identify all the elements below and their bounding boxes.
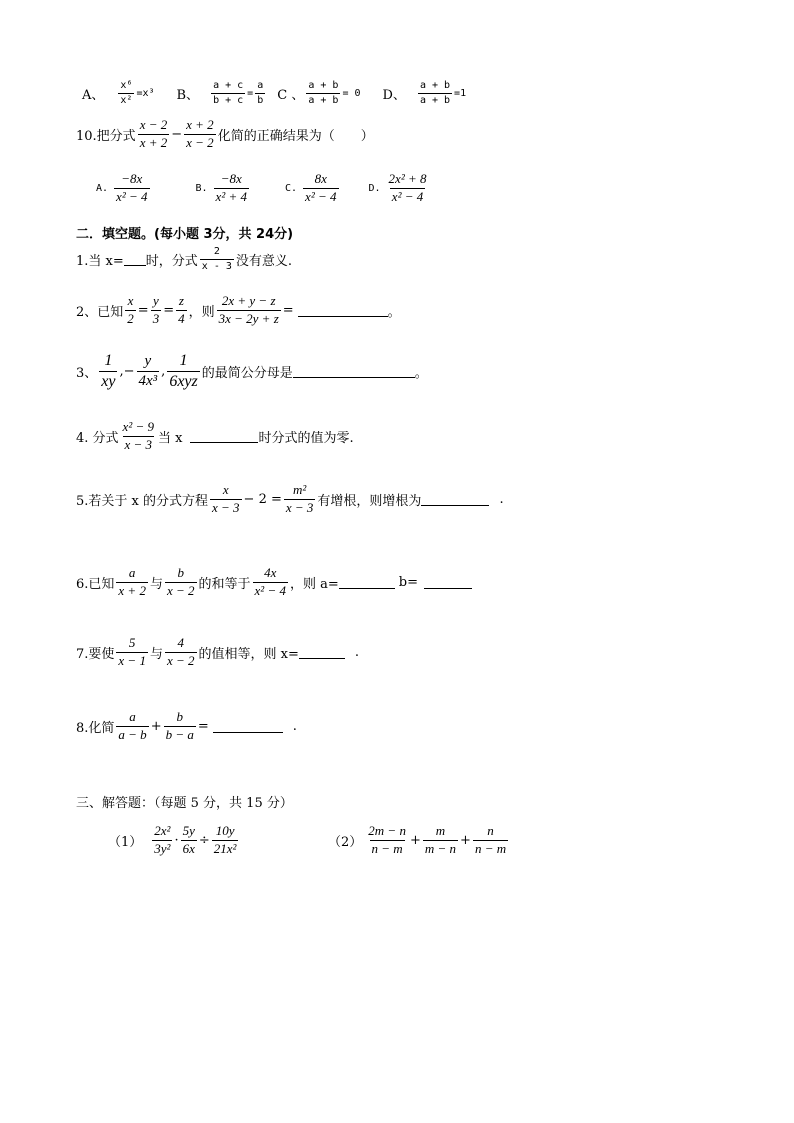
fill-q6-b-label: b= [398, 574, 418, 590]
solve-p1-b-num: 5y [182, 823, 195, 838]
solve-p2-b-num: m [435, 823, 446, 838]
fill-q6-b-blank[interactable] [424, 576, 472, 589]
q9-d-label: D、 [382, 87, 406, 103]
fill-q2-num: 2x + y − z [221, 293, 276, 308]
fill-q5-b-den: x − 3 [285, 499, 314, 515]
fill-q1 [76, 246, 292, 272]
fill-q8-b-frac [164, 710, 196, 743]
q9-a-label: A、 [82, 87, 105, 103]
q9-b-num: a + c [213, 80, 244, 91]
solve-p1-b-frac [181, 824, 197, 857]
solve-p2-plus2: + [460, 832, 471, 848]
q10-suffix: 化简的正确结果为（ ） [217, 128, 374, 144]
section-3-title: 三、解答题：（每题 5 分，共 15 分） [76, 796, 293, 811]
fill-q2-c-num: z [178, 293, 184, 308]
solve-p2-b-den: m − n [424, 840, 457, 856]
q9-a-num: x⁶ [120, 80, 133, 91]
solve-p2-plus1: + [409, 832, 421, 848]
q9-options [82, 80, 466, 106]
fill-q5-end: . [499, 491, 504, 507]
section-2-title: 二．填空题。(每小题 3分，共 24分) [76, 227, 294, 242]
fill-q2-z-frac [176, 294, 187, 327]
fill-q7-and: 与 [149, 646, 163, 662]
fill-q8-a-frac [116, 710, 148, 743]
q10-a-label: A. [96, 182, 109, 194]
q10-f2-den: x − 2 [186, 134, 214, 150]
fill-q6-a-blank[interactable] [339, 576, 395, 589]
fill-q7-pre: 7.要使 [76, 646, 115, 662]
fill-q2-a-num: x [127, 293, 134, 308]
fill-q2-blank[interactable] [298, 304, 388, 317]
q10-options [96, 172, 431, 205]
fill-q6-c-den: x² − 4 [254, 582, 286, 598]
solve-p1-c-num: 10y [215, 823, 235, 838]
fill-q7-end: . [354, 644, 360, 660]
fill-q7-b-den: x − 2 [166, 652, 195, 668]
fill-q2-main-frac [217, 294, 281, 327]
fill-q5-a-frac [210, 483, 242, 516]
q10-f2-num: x + 2 [186, 117, 214, 132]
q10-minus: − [171, 126, 183, 142]
fill-q2-b-num: y [153, 293, 159, 308]
solve-p1-c-den: 21x² [213, 840, 237, 856]
fill-q8-plus: + [150, 718, 162, 734]
fill-q4-pre: 4. 分式 [76, 430, 119, 446]
fill-q4-num: x² − 9 [122, 419, 154, 434]
q9-b-label: B、 [176, 87, 200, 103]
fill-q8-a-num: a [129, 709, 136, 724]
fill-q1-den: x - 3 [201, 260, 232, 272]
fill-q6-a-num: a [128, 565, 136, 580]
fill-q5-blank[interactable] [421, 493, 489, 506]
q10-c-num: 8x [314, 171, 327, 186]
fill-q3-end: 。 [414, 366, 428, 382]
q10-d-label: D. [368, 182, 381, 194]
fill-q7-a-frac [116, 636, 148, 669]
solve-p1 [108, 824, 240, 857]
fill-q3-b-frac [137, 353, 160, 391]
solve-p1-a-den: 3y² [154, 840, 171, 856]
q9-a-fraction [118, 80, 134, 106]
fill-q4-frac [121, 420, 156, 453]
fill-q7-b-frac [165, 636, 197, 669]
fill-q3-c-den: 6xyz [169, 373, 198, 391]
fill-q6-a-den: x + 2 [118, 582, 146, 598]
fill-q8 [76, 710, 297, 743]
fill-q3-a-frac [99, 352, 117, 392]
q9-d-rhs: =1 [454, 87, 467, 99]
fill-q2-y-frac [151, 294, 162, 327]
solve-p2-a-frac [366, 824, 408, 857]
solve-p2 [328, 824, 510, 857]
q9-d-num: a + b [419, 80, 451, 91]
q10-prefix: 10.把分式 [76, 128, 136, 144]
fill-q5-post: 有增根，则增根为 [317, 493, 422, 509]
fill-q2-b-den: 3 [152, 310, 160, 326]
q10-f1-den: x + 2 [139, 134, 168, 150]
fill-q5-b-num: m² [293, 482, 307, 497]
q9-b-eq: = [247, 87, 254, 99]
q9-b-rhs-den: b [257, 94, 264, 106]
q10-a-num: −8x [121, 171, 143, 186]
q10-d-num: 2x² + 8 [388, 171, 427, 186]
fill-q6-b-frac [165, 566, 197, 599]
q9-b-den: b + c [213, 94, 244, 106]
fill-q6 [76, 566, 472, 599]
fill-q1-pre: 1.当 x= [76, 253, 124, 269]
q9-c-rhs: = 0 [342, 87, 361, 99]
fill-q3-c-frac [167, 352, 199, 392]
fill-q2-post: 。 [387, 304, 401, 320]
q10-fraction-1 [138, 118, 170, 151]
q10-d-den: x² − 4 [391, 188, 424, 204]
q10-c-fraction [303, 172, 338, 205]
q10-d-fraction [387, 172, 429, 205]
fill-q4-mid: 当 x [158, 430, 183, 446]
q10-stem [76, 118, 374, 151]
solve-p1-div: ÷ [198, 832, 210, 848]
fill-q2-eq2: = [163, 302, 175, 318]
solve-p2-c-num: n [487, 823, 494, 838]
fill-q3-a-den: xy [101, 373, 116, 391]
solve-p2-label: （2） [328, 834, 363, 850]
fill-q3-sep2: , [161, 364, 166, 380]
q9-c-num: a + b [308, 80, 339, 91]
fill-q8-eq: = [197, 718, 209, 734]
fill-q7 [76, 636, 359, 669]
fill-q6-a-frac [116, 566, 148, 599]
fill-q3-post: 的最简公分母是 [201, 366, 293, 382]
fill-q4-post: 时分式的值为零. [258, 430, 354, 446]
fill-q2-eq1: = [137, 302, 149, 318]
q10-b-fraction [214, 172, 249, 205]
solve-p2-b-frac [423, 824, 458, 857]
fill-q6-c-frac [253, 566, 288, 599]
fill-q7-post: 的值相等，则 x= [198, 646, 299, 662]
solve-p1-label: （1） [108, 834, 143, 850]
fill-q6-c-num: 4x [264, 565, 277, 580]
fill-q3-b-num: y [144, 353, 152, 370]
fill-q1-mid: 时，分式 [145, 253, 198, 269]
fill-q3-b-den: 4x³ [138, 373, 158, 390]
solve-p1-a-num: 2x² [154, 823, 171, 838]
fill-q2-a-den: 2 [127, 310, 134, 326]
fill-q6-and: 与 [149, 576, 163, 592]
fill-q6-pre: 6.已知 [76, 576, 115, 592]
fill-q7-blank[interactable] [299, 646, 345, 659]
fill-q5-pre: 5.若关于 x 的分式方程 [76, 493, 208, 509]
solve-p2-a-num: 2m − n [368, 823, 406, 838]
fill-q4-den: x − 3 [124, 436, 153, 452]
fill-q6-then: ，则 a= [289, 576, 339, 592]
q9-a-den: x² [120, 94, 133, 106]
q9-b-rhs-num: a [257, 80, 264, 91]
q10-b-num: −8x [220, 171, 242, 186]
fill-q5 [76, 483, 504, 516]
q10-c-den: x² − 4 [305, 188, 337, 204]
q9-d-den: a + b [419, 94, 451, 106]
fill-q3-a-num: 1 [104, 352, 113, 369]
fill-q6-b-num: b [177, 565, 184, 580]
fill-q3-sep1: ,− [119, 364, 135, 380]
fill-q6-b-den: x − 2 [166, 582, 195, 598]
q10-b-label: B. [195, 182, 208, 194]
q9-a-rhs: =x³ [136, 87, 155, 99]
q9-c-fraction [306, 80, 340, 106]
fill-q8-b-num: b [176, 709, 183, 724]
fill-q5-a-num: x [222, 482, 229, 497]
solve-p2-c-den: n − m [474, 840, 507, 856]
solve-p1-dot: · [174, 832, 179, 848]
fill-q1-blank[interactable] [124, 253, 146, 266]
fill-q8-blank[interactable] [213, 720, 283, 733]
fill-q1-post: 没有意义. [235, 253, 293, 269]
fill-q5-minus2: − 2 = [243, 491, 282, 507]
fill-q2-den: 3x − 2y + z [218, 310, 279, 326]
q9-b-fraction [211, 80, 245, 106]
fill-q2-c-den: 4 [178, 310, 185, 326]
q9-d-fraction [418, 80, 452, 106]
q10-a-den: x² − 4 [116, 188, 148, 204]
q10-b-den: x² + 4 [215, 188, 247, 204]
fill-q3-blank[interactable] [293, 365, 415, 378]
fill-q8-pre: 8.化简 [76, 720, 115, 736]
fill-q7-b-num: 4 [177, 635, 184, 650]
fill-q7-a-den: x − 1 [118, 652, 146, 668]
solve-p1-c-frac [212, 824, 239, 857]
solve-p1-b-den: 6x [182, 840, 195, 856]
fill-q3-pre: 3、 [76, 366, 98, 382]
fill-q8-b-den: b − a [165, 726, 194, 742]
fill-q2-pre: 2、已知 [76, 304, 124, 320]
fill-q2 [76, 294, 401, 327]
solve-p1-a-frac [152, 824, 172, 857]
fill-q2-x-frac [125, 294, 136, 327]
fill-q3-c-num: 1 [179, 352, 188, 369]
fill-q6-mid: 的和等于 [198, 576, 251, 592]
fill-q1-fraction [200, 246, 234, 272]
fill-q8-end: . [292, 718, 297, 734]
fill-q3 [76, 352, 428, 392]
q10-f1-num: x − 2 [139, 117, 168, 132]
solve-p2-a-den: n − m [371, 840, 403, 856]
fill-q2-then: ，则 [188, 304, 215, 320]
fill-q1-num: 2 [213, 246, 220, 257]
fill-q5-a-den: x − 3 [212, 499, 240, 515]
fill-q4-blank[interactable] [190, 430, 258, 443]
fill-q7-a-num: 5 [128, 635, 136, 650]
fill-q8-a-den: a − b [118, 726, 147, 742]
q9-c-label: C 、 [277, 87, 305, 103]
fill-q2-eq3: = [282, 302, 294, 318]
solve-p2-c-frac [473, 824, 508, 857]
fill-q4 [76, 420, 354, 453]
q9-b-rhs-fraction [255, 80, 265, 106]
q10-fraction-2 [184, 118, 216, 151]
fill-q5-b-frac [284, 483, 316, 516]
q10-c-label: C. [285, 182, 298, 194]
q9-c-den: a + b [308, 94, 339, 106]
q10-a-fraction [114, 172, 149, 205]
